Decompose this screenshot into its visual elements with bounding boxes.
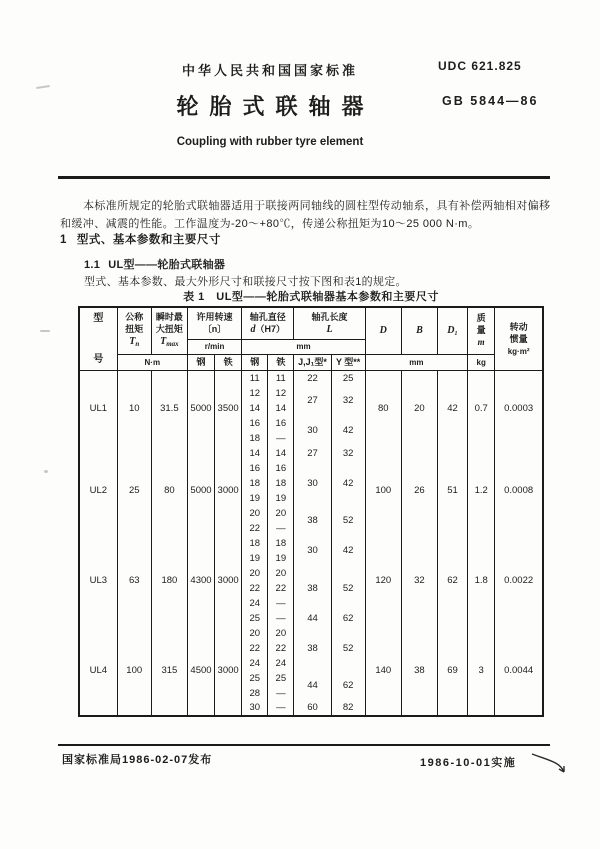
- spec-table-wrapper: [78, 306, 544, 717]
- table-row: [79, 536, 543, 551]
- tn-line1: 公称: [125, 311, 144, 322]
- table-cell: 30: [294, 536, 331, 566]
- speed-unit: r/min: [204, 342, 225, 352]
- tmax-line1: 瞬时最: [155, 311, 183, 322]
- model-header-top: 型: [93, 313, 104, 324]
- table-cell: 315: [151, 626, 187, 716]
- table-cell: 20: [242, 626, 268, 641]
- bore-tolerance: （H7）: [255, 323, 286, 334]
- inertia-line2: 惯量: [509, 333, 528, 344]
- table-cell: 18: [242, 536, 268, 551]
- table-cell: 0.0008: [495, 446, 543, 536]
- table-head: [79, 307, 543, 371]
- table-cell: 180: [151, 536, 187, 626]
- mass-line1: 质: [476, 313, 486, 324]
- table-cell: UL4: [79, 626, 117, 716]
- tn-symbol: T: [129, 335, 136, 347]
- table-cell: 25: [331, 371, 365, 386]
- table-cell: 24: [268, 656, 294, 671]
- table-cell: 19: [268, 491, 294, 506]
- table-cell: 5000: [187, 371, 214, 446]
- table-cell: 4500: [187, 626, 214, 716]
- table-cell: 22: [242, 641, 268, 656]
- table-cell: 51: [438, 446, 468, 536]
- col-header-D: [365, 307, 401, 354]
- table-cell: 3000: [215, 446, 242, 536]
- table-cell: 20: [268, 566, 294, 581]
- table-cell: 32: [401, 536, 437, 626]
- table-cell: 120: [365, 536, 401, 626]
- scan-smudge: [40, 330, 50, 332]
- table-cell: 38: [294, 566, 331, 611]
- col-header-nominal-torque: [117, 307, 151, 354]
- table-cell: 18: [242, 476, 268, 491]
- document-title: 轮胎式联轴器: [176, 94, 375, 119]
- mass-unit-cell: [468, 354, 495, 370]
- table-cell: 16: [242, 416, 268, 431]
- table-cell: 0.0022: [495, 536, 543, 626]
- table-body: [79, 371, 543, 716]
- table-cell: 30: [294, 416, 331, 446]
- table-cell: —: [268, 431, 294, 446]
- kg-unit: kg: [476, 357, 486, 367]
- table-cell: 60: [294, 701, 331, 716]
- scan-smudge: [44, 470, 48, 473]
- table-cell: 52: [331, 626, 365, 671]
- table-cell: 16: [242, 461, 268, 476]
- col-header-allowable-speed: [187, 307, 241, 339]
- table-cell: 1.2: [468, 446, 495, 536]
- table-cell: 22: [242, 581, 268, 596]
- mm-unit-2: mm: [409, 357, 424, 367]
- speed-steel-header: [187, 354, 214, 370]
- col-header-inertia: [495, 307, 543, 371]
- table-cell: 82: [331, 701, 365, 716]
- table-cell: 22: [268, 641, 294, 656]
- document-title-english: Coupling with rubber tyre element: [176, 136, 364, 148]
- steel-label-2: 钢: [250, 356, 260, 367]
- table-cell: 25: [268, 671, 294, 686]
- table-cell: 0.0003: [495, 371, 543, 446]
- table-cell: 20: [401, 371, 437, 446]
- model-header-bottom: 号: [93, 354, 104, 365]
- table-caption: 表 1 UL型——轮胎式联轴器基本参数和主要尺寸: [183, 291, 439, 303]
- table-cell: —: [268, 521, 294, 536]
- section-1-1-title: UL型——轮胎式联轴器: [108, 259, 226, 271]
- table-cell: 28: [242, 686, 268, 701]
- length-symbol: L: [326, 323, 333, 335]
- table-cell: 3000: [215, 626, 242, 716]
- table-cell: 42: [331, 461, 365, 506]
- table-cell: 42: [438, 371, 468, 446]
- col-header-max-torque: [151, 307, 187, 354]
- jj1-label: J,J₁型*: [298, 356, 327, 367]
- footer-effective-date: 1986-10-01实施: [420, 757, 517, 769]
- footer-divider: [58, 744, 550, 746]
- section-1-1-number: 1.1: [84, 259, 101, 271]
- table-cell: 1.8: [468, 536, 495, 626]
- bore-line1: 轴孔直径: [249, 311, 286, 322]
- table-cell: 20: [268, 626, 294, 641]
- col-header-B: [401, 307, 437, 354]
- bore-steel-header: [242, 354, 268, 370]
- table-cell: 14: [242, 446, 268, 461]
- table-cell: 38: [401, 626, 437, 716]
- table-cell: 12: [268, 386, 294, 401]
- tn-line2: 扭矩: [125, 323, 144, 334]
- mm-unit-1: mm: [296, 342, 311, 352]
- table-cell: 140: [365, 626, 401, 716]
- table-cell: 42: [331, 416, 365, 446]
- table-cell: 44: [294, 611, 331, 626]
- table-cell: 27: [294, 386, 331, 416]
- col-header-D1: [438, 307, 468, 354]
- footer-issued-date: 国家标准局1986-02-07发布: [62, 754, 213, 766]
- table-cell: 80: [151, 446, 187, 536]
- table-cell: 22: [294, 371, 331, 386]
- iron-label-1: 铁: [223, 356, 233, 367]
- table-cell: 63: [117, 536, 151, 626]
- bore-length-unit-cell: [242, 339, 366, 354]
- table-row: [79, 371, 543, 386]
- col-header-model: [79, 307, 117, 371]
- table-cell: 24: [242, 596, 268, 611]
- table-cell: 19: [268, 551, 294, 566]
- table-cell: 25: [117, 446, 151, 536]
- table-cell: 20: [242, 506, 268, 521]
- table-cell: 5000: [187, 446, 214, 536]
- speed-unit-cell: [187, 339, 241, 354]
- scan-smudge: [36, 85, 50, 89]
- table-cell: 0.7: [468, 371, 495, 446]
- table-cell: 18: [242, 431, 268, 446]
- intro-paragraph: 本标准所规定的轮胎式联轴器适用于联接两同轴线的圆柱型传动轴系，具有补偿两轴相对偏移和缓冲、减震的性能。工作温度为-20～+80℃，传递公称扭矩为10～25 000 N·m。: [60, 200, 551, 230]
- table-cell: 12: [242, 386, 268, 401]
- D1-symbol: D₁: [447, 325, 458, 337]
- y-type-header: [331, 354, 365, 370]
- table-cell: 26: [401, 446, 437, 536]
- section-1-title: 型式、基本参数和主要尺寸: [76, 234, 221, 246]
- jj1-type-header: [294, 354, 331, 370]
- inertia-unit: kg·m²: [507, 346, 530, 356]
- table-row: [79, 626, 543, 641]
- table-cell: 10: [117, 371, 151, 446]
- table-cell: 24: [242, 656, 268, 671]
- table-cell: 20: [268, 506, 294, 521]
- table-cell: 3500: [215, 371, 242, 446]
- table-cell: 32: [331, 446, 365, 461]
- table-cell: 4300: [187, 536, 214, 626]
- header-divider: [58, 176, 550, 179]
- table-cell: 20: [242, 566, 268, 581]
- table-cell: 16: [268, 461, 294, 476]
- table-cell: 19: [242, 491, 268, 506]
- section-1-heading: [60, 231, 221, 247]
- table-cell: 100: [117, 626, 151, 716]
- B-symbol: B: [416, 325, 423, 337]
- table-cell: 19: [242, 551, 268, 566]
- table-cell: 52: [331, 566, 365, 611]
- table-cell: 0.0044: [495, 626, 543, 716]
- inertia-line1: 转动: [509, 321, 528, 332]
- table-cell: 62: [331, 611, 365, 626]
- table-cell: 25: [242, 671, 268, 686]
- bore-symbol: d: [250, 323, 256, 335]
- table-cell: 3: [468, 626, 495, 716]
- table-cell: 18: [268, 536, 294, 551]
- mass-line2: 量: [476, 325, 486, 336]
- table-cell: 22: [242, 521, 268, 536]
- bore-iron-header: [268, 354, 294, 370]
- table-cell: 52: [331, 506, 365, 536]
- tn-subscript: n: [135, 339, 140, 348]
- tmax-symbol: T: [160, 335, 167, 347]
- speed-line2: 〔n〕: [202, 323, 227, 334]
- section-1-1-heading: [84, 256, 225, 272]
- speed-line1: 许用转速: [196, 311, 233, 322]
- udc-number: UDC 621.825: [438, 59, 522, 73]
- tmax-subscript: max: [166, 339, 179, 348]
- table-cell: 25: [242, 611, 268, 626]
- table-cell: 38: [294, 506, 331, 536]
- section-1-number: 1: [60, 234, 67, 246]
- table-cell: 27: [294, 446, 331, 461]
- dbd1-unit-cell: [365, 354, 467, 370]
- table-cell: 14: [268, 401, 294, 416]
- mass-symbol: m: [477, 337, 485, 348]
- col-header-bore-diameter: [242, 307, 294, 339]
- table-cell: —: [268, 596, 294, 611]
- speed-iron-header: [215, 354, 242, 370]
- table-cell: 22: [268, 581, 294, 596]
- table-cell: 38: [294, 626, 331, 671]
- table-cell: 69: [438, 626, 468, 716]
- table-cell: 16: [268, 416, 294, 431]
- table-cell: UL2: [79, 446, 117, 536]
- table-cell: UL3: [79, 536, 117, 626]
- table-cell: 11: [242, 371, 268, 386]
- table-cell: 62: [331, 671, 365, 701]
- table-cell: 31.5: [151, 371, 187, 446]
- table-cell: 14: [268, 446, 294, 461]
- table-cell: 100: [365, 446, 401, 536]
- table-row: [79, 446, 543, 461]
- table-cell: 14: [242, 401, 268, 416]
- table-cell: 11: [268, 371, 294, 386]
- table-cell: 18: [268, 476, 294, 491]
- table-cell: 80: [365, 371, 401, 446]
- length-line1: 轴孔长度: [311, 311, 348, 322]
- table-cell: UL1: [79, 371, 117, 446]
- spec-table: [78, 306, 544, 717]
- D-symbol: D: [379, 325, 387, 337]
- standard-code: GB 5844—86: [442, 94, 539, 108]
- table-cell: —: [268, 701, 294, 716]
- tmax-line2: 大扭矩: [155, 323, 183, 334]
- table-cell: —: [268, 611, 294, 626]
- section-1-1-body: 型式、基本参数、最大外形尺寸和联接尺寸按下图和表1的规定。: [84, 276, 407, 288]
- table-cell: 3000: [215, 536, 242, 626]
- iron-label-2: 铁: [276, 356, 286, 367]
- nm-unit: N·m: [144, 357, 161, 367]
- table-cell: 30: [294, 461, 331, 506]
- scan-mark-arrow: [530, 752, 570, 780]
- table-cell: —: [268, 686, 294, 701]
- table-cell: 30: [242, 701, 268, 716]
- col-header-mass: [468, 307, 495, 354]
- col-header-bore-length: [294, 307, 365, 339]
- table-cell: 62: [438, 536, 468, 626]
- table-cell: 44: [294, 671, 331, 701]
- table-cell: 32: [331, 386, 365, 416]
- steel-label-1: 钢: [196, 356, 206, 367]
- table-cell: 42: [331, 536, 365, 566]
- y-type-label: Y 型**: [335, 356, 361, 367]
- torque-unit-cell: [117, 354, 187, 370]
- standard-label: 中华人民共和国国家标准: [181, 63, 358, 78]
